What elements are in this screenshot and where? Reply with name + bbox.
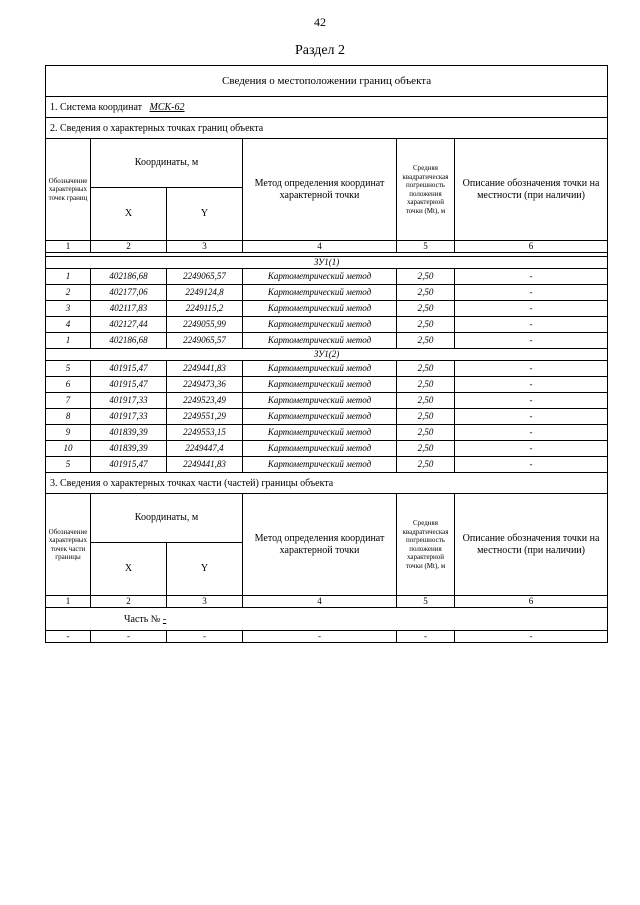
mse-value: 2,50	[397, 393, 455, 409]
column-number: 3	[167, 596, 243, 608]
description-value: -	[455, 301, 608, 317]
method-value: Картометрический метод	[243, 269, 397, 285]
y-value: 2249441,83	[167, 361, 243, 377]
table-row	[46, 425, 608, 441]
column-number: 6	[455, 596, 608, 608]
y-value: 2249065,57	[167, 333, 243, 349]
table-row	[46, 457, 608, 473]
mse-value: 2,50	[397, 361, 455, 377]
y-value: 2249124,8	[167, 285, 243, 301]
point-number: 1	[46, 269, 91, 285]
method-value: Картометрический метод	[243, 457, 397, 473]
y-value: 2249115,2	[167, 301, 243, 317]
column-number: 4	[243, 241, 397, 253]
x-value: 401915,47	[91, 377, 167, 393]
section-title: Раздел 2	[294, 43, 346, 58]
y-value: 2249055,99	[167, 317, 243, 333]
description-value: -	[455, 425, 608, 441]
y-value: 2249441,83	[167, 457, 243, 473]
table-row	[46, 393, 608, 409]
part-number-row	[46, 608, 608, 631]
point-number: 6	[46, 377, 91, 393]
part-number-value: -	[162, 613, 167, 625]
column-number: 4	[243, 596, 397, 608]
column-number: 2	[91, 241, 167, 253]
y-header-part: Y	[167, 543, 243, 596]
x-value: 402117,83	[91, 301, 167, 317]
point-number: 1	[46, 333, 91, 349]
group-title: ЗУ1(1)	[46, 257, 608, 269]
y-value: 2249065,57	[167, 269, 243, 285]
x-header-part: X	[91, 543, 167, 596]
description-header-part: Описание обозначения точки на местности (при наличии)	[455, 494, 608, 596]
y-header: Y	[167, 188, 243, 241]
description-value: -	[455, 377, 608, 393]
description-value: -	[455, 285, 608, 301]
coordinate-system-label: 1. Система координат	[50, 101, 143, 113]
x-value: 401917,33	[91, 409, 167, 425]
method-header: Метод определения координат характерной точки	[243, 139, 397, 241]
column-number: 2	[91, 596, 167, 608]
table-row	[46, 631, 608, 643]
table-row	[46, 361, 608, 377]
coordinate-system-value: МСК-62	[149, 101, 185, 113]
designation-header: Обозначение характерных точек границ	[46, 139, 91, 241]
x-value: -	[91, 631, 167, 643]
boundary-table-sheet	[45, 65, 607, 643]
mse-value: 2,50	[397, 269, 455, 285]
description-value: -	[455, 457, 608, 473]
column-numbers-row-part	[46, 596, 608, 608]
description-header: Описание обозначения точки на местности (при наличии)	[455, 139, 608, 241]
x-value: 402186,68	[91, 333, 167, 349]
mse-header: Средняя квадратическая погрешность положения характерной точки (Mt), м	[397, 139, 455, 241]
mse-value: 2,50	[397, 317, 455, 333]
coords-header-part: Координаты, м	[91, 494, 243, 543]
group-title: ЗУ1(2)	[46, 349, 608, 361]
point-number: 10	[46, 441, 91, 457]
mse-value: 2,50	[397, 457, 455, 473]
mse-value: -	[397, 631, 455, 643]
column-number: 5	[397, 241, 455, 253]
x-value: 401915,47	[91, 361, 167, 377]
mse-value: 2,50	[397, 285, 455, 301]
table-title: Сведения о местоположении границ объекта	[46, 66, 608, 97]
designation-part-header: Обозначение характерных точек части границы	[46, 494, 91, 596]
column-number: 5	[397, 596, 455, 608]
x-value: 401917,33	[91, 393, 167, 409]
method-value: Картометрический метод	[243, 393, 397, 409]
point-number: 3	[46, 301, 91, 317]
mse-value: 2,50	[397, 441, 455, 457]
page-number: 42	[314, 15, 326, 29]
point-number: 9	[46, 425, 91, 441]
column-number: 3	[167, 241, 243, 253]
column-number: 6	[455, 241, 608, 253]
point-number: 2	[46, 285, 91, 301]
x-value: 401915,47	[91, 457, 167, 473]
table-row	[46, 377, 608, 393]
table-row	[46, 317, 608, 333]
y-value: 2249473,36	[167, 377, 243, 393]
part3-title: 3. Сведения о характерных точках части (частей) границы объекта	[46, 473, 608, 494]
mse-value: 2,50	[397, 377, 455, 393]
table-row	[46, 285, 608, 301]
coordinate-system-row	[46, 97, 608, 118]
point-number: 5	[46, 457, 91, 473]
column-numbers-row	[46, 241, 608, 253]
y-value: 2249553,15	[167, 425, 243, 441]
mse-header-part: Средняя квадратическая погрешность положения характерной точки (Mt), м	[397, 494, 455, 596]
x-value: 402177,06	[91, 285, 167, 301]
table-row	[46, 301, 608, 317]
x-value: 402186,68	[91, 269, 167, 285]
description-value: -	[455, 441, 608, 457]
mse-value: 2,50	[397, 425, 455, 441]
mse-value: 2,50	[397, 301, 455, 317]
x-value: 402127,44	[91, 317, 167, 333]
method-value: Картометрический метод	[243, 285, 397, 301]
coords-header: Координаты, м	[91, 139, 243, 188]
y-value: -	[167, 631, 243, 643]
description-value: -	[455, 631, 608, 643]
x-value: 401839,39	[91, 441, 167, 457]
point-number: 8	[46, 409, 91, 425]
column-number: 1	[46, 241, 91, 253]
point-number: 4	[46, 317, 91, 333]
point-number: -	[46, 631, 91, 643]
method-value: Картометрический метод	[243, 425, 397, 441]
table-row	[46, 409, 608, 425]
table-row	[46, 269, 608, 285]
y-value: 2249523,49	[167, 393, 243, 409]
method-value: Картометрический метод	[243, 377, 397, 393]
method-value: Картометрический метод	[243, 301, 397, 317]
boundary-table	[45, 65, 608, 643]
method-value: Картометрический метод	[243, 409, 397, 425]
x-header: X	[91, 188, 167, 241]
description-value: -	[455, 393, 608, 409]
method-header-part: Метод определения координат характерной точки	[243, 494, 397, 596]
part2-title: 2. Сведения о характерных точках границ объекта	[46, 118, 608, 139]
method-value: Картометрический метод	[243, 317, 397, 333]
method-value: Картометрический метод	[243, 441, 397, 457]
description-value: -	[455, 269, 608, 285]
part-number-label: Часть №	[124, 613, 161, 625]
method-value: -	[243, 631, 397, 643]
method-value: Картометрический метод	[243, 333, 397, 349]
description-value: -	[455, 409, 608, 425]
y-value: 2249551,29	[167, 409, 243, 425]
description-value: -	[455, 333, 608, 349]
mse-value: 2,50	[397, 409, 455, 425]
x-value: 401839,39	[91, 425, 167, 441]
y-value: 2249447,4	[167, 441, 243, 457]
description-value: -	[455, 317, 608, 333]
table-row	[46, 441, 608, 457]
table-row	[46, 333, 608, 349]
column-number: 1	[46, 596, 91, 608]
method-value: Картометрический метод	[243, 361, 397, 377]
mse-value: 2,50	[397, 333, 455, 349]
point-number: 5	[46, 361, 91, 377]
description-value: -	[455, 361, 608, 377]
point-number: 7	[46, 393, 91, 409]
